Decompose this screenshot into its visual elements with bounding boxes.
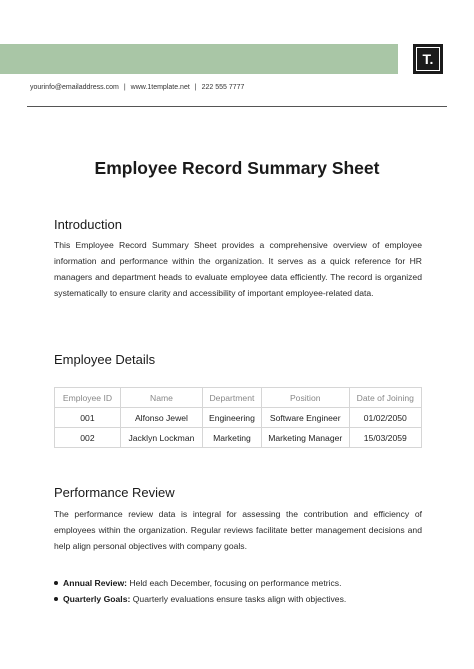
table-cell: 15/03/2059 [349,428,421,448]
list-item [54,591,346,607]
bullet-icon [54,581,58,585]
table-cell: Jacklyn Lockman [120,428,202,448]
performance-bullet-list [54,575,346,607]
table-cell: Engineering [202,408,261,428]
table-cell: 002 [55,428,121,448]
table-cell: 01/02/2050 [349,408,421,428]
column-header: Date of Joining [349,388,421,408]
bullet-label: Annual Review: [63,578,127,588]
column-header: Employee ID [55,388,121,408]
bullet-text: Quarterly evaluations ensure tasks align with objectives. [130,594,347,604]
column-header: Name [120,388,202,408]
table-row [55,408,422,428]
header-banner [0,44,398,74]
bullet-icon [54,597,58,601]
table-cell: Marketing Manager [261,428,349,448]
bullet-text: Held each December, focusing on performance metrics. [127,578,342,588]
introduction-heading: Introduction [54,217,122,232]
contact-phone: 222 555 7777 [201,84,245,91]
table-cell: Alfonso Jewel [120,408,202,428]
performance-review-text: The performance review data is integral for assessing the contribution and efficiency of employees within the organization. Regular reviews facilitate better management decisions and help align personal objectives with company goals. [54,509,422,551]
column-header: Department [202,388,261,408]
table-header-row [55,388,422,408]
bullet-label: Quarterly Goals: [63,594,131,604]
page-title: Employee Record Summary Sheet [94,158,380,178]
contact-website: www.1template.net [130,84,190,91]
contact-email: yourinfo@emailaddress.com [30,84,119,91]
column-header: Position [261,388,349,408]
contact-info [30,84,244,91]
introduction-text: This Employee Record Summary Sheet provides a comprehensive overview of employee information and performance within the organization. It serves as a quick reference for HR managers and department heads to evaluate employee data efficiently. The record is organized systematically to ensure clarity and accessibility of important employee-related data. [54,240,422,298]
header-divider [27,106,447,107]
list-item [54,575,346,591]
performance-review-heading: Performance Review [54,485,175,500]
table-row [55,428,422,448]
table-cell: Software Engineer [261,408,349,428]
contact-separator: | [123,84,126,91]
employee-details-heading: Employee Details [54,352,156,367]
contact-separator: | [194,84,197,91]
logo-letter: T. [416,47,440,71]
table-cell: Marketing [202,428,261,448]
template-logo [413,44,443,74]
table-cell: 001 [55,408,121,428]
employee-details-table [54,387,422,448]
